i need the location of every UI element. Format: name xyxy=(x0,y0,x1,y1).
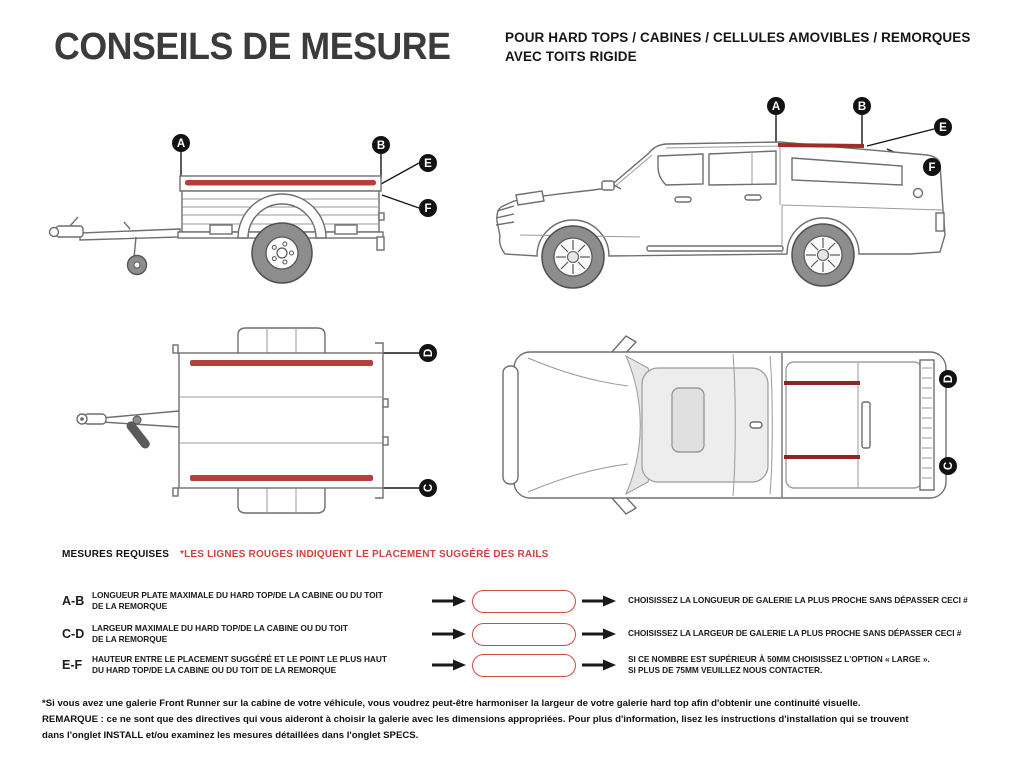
label-badge-b xyxy=(853,97,871,115)
measurement-row-ab xyxy=(62,584,1012,618)
svg-text:C: C xyxy=(423,483,435,493)
label-badge-b xyxy=(372,136,390,154)
page-subtitle xyxy=(505,28,971,66)
measurement-row-ef xyxy=(62,648,1012,682)
red-lines-note: *LES LIGNES ROUGES INDIQUENT LE PLACEMENT SUGGÉRÉ DES RAILS xyxy=(180,549,549,560)
suggested-rail-line xyxy=(190,360,373,366)
row-id: A-B xyxy=(62,594,85,608)
measurement-row-cd xyxy=(62,617,1012,651)
row-instruction: CHOISISSEZ LA LONGUEUR DE GALERIE LA PLUS PROCHE SANS DÉPASSER CECI # xyxy=(628,595,968,606)
trailer-wheel xyxy=(252,223,312,283)
svg-text:D: D xyxy=(943,374,955,384)
arrow-right-icon xyxy=(432,628,466,640)
subtitle-line1: POUR HARD TOPS / CABINES / CELLULES AMOVIBLES / REMORQUES xyxy=(505,30,971,45)
truck-front-wheel xyxy=(542,226,604,288)
suggested-rail-line xyxy=(784,381,860,385)
label-badge-e xyxy=(419,154,437,172)
footnote-line2: REMARQUE : ce ne sont que des directives qui vous aideront à choisir la galerie avec les dimensions appropriées. Pour plus d'information, lisez les instructions d'installation qui se trouvent xyxy=(42,714,909,725)
suggested-rail-line xyxy=(190,475,373,481)
trailer-top-view-diagram xyxy=(40,315,460,520)
svg-text:E: E xyxy=(424,158,432,170)
subtitle-line2: AVEC TOITS RIGIDE xyxy=(505,49,637,64)
label-badge-d xyxy=(939,370,957,388)
svg-text:B: B xyxy=(376,140,386,152)
label-badge-f xyxy=(923,158,941,176)
trailer-top-drawing xyxy=(77,328,419,513)
row-id: C-D xyxy=(62,627,85,641)
row-description: LARGEUR MAXIMALE DU HARD TOP/DE LA CABINE OU DU TOIT DE LA REMORQUE xyxy=(92,622,348,644)
row-description: LONGUEUR PLATE MAXIMALE DU HARD TOP/DE LA CABINE OU DU TOIT DE LA REMORQUE xyxy=(92,589,383,611)
label-badge-a xyxy=(172,134,190,152)
svg-text:F: F xyxy=(928,162,936,174)
svg-text:A: A xyxy=(176,138,186,150)
trailer-side-view-diagram xyxy=(40,95,470,310)
truck-top-view-diagram xyxy=(500,330,970,520)
footnote xyxy=(42,696,909,744)
trailer-side-drawing xyxy=(50,152,420,283)
truck-rear-wheel xyxy=(792,224,854,286)
svg-text:C: C xyxy=(943,461,955,471)
row-description: HAUTEUR ENTRE LE PLACEMENT SUGGÉRÉ ET LE POINT LE PLUS HAUT DU HARD TOP/DE LA CABINE OU DU TOIT DE LA REMORQUE xyxy=(92,653,387,675)
arrow-right-icon xyxy=(432,595,466,607)
arrow-right-icon xyxy=(582,628,616,640)
measurement-entry-pill xyxy=(472,654,576,677)
measurements-heading: MESURES REQUISES xyxy=(62,549,170,560)
measurement-entry-pill xyxy=(472,590,576,613)
svg-text:E: E xyxy=(939,122,947,134)
footnote-line1: *Si vous avez une galerie Front Runner sur la cabine de votre véhicule, vous voudrez peut-être harmoniser la largeur de votre galerie hard top afin d'obtenir une continuité visuelle. xyxy=(42,698,861,709)
footnote-line3: dans l'onglet INSTALL et/ou examinez les mesures détaillées dans l'onglet SPECS. xyxy=(42,730,419,741)
label-badge-c xyxy=(939,457,957,475)
row-instruction: SI CE NOMBRE EST SUPÉRIEUR À 50MM CHOISISSEZ L'OPTION « LARGE ». SI PLUS DE 75MM VEUILLEZ NOUS CONTACTER. xyxy=(628,653,930,675)
truck-side-drawing xyxy=(496,115,945,288)
svg-text:D: D xyxy=(423,348,435,358)
truck-top-drawing xyxy=(503,336,946,514)
label-badge-f xyxy=(419,199,437,217)
suggested-rail-line xyxy=(778,145,864,146)
arrow-right-icon xyxy=(582,595,616,607)
measurement-entry-pill xyxy=(472,623,576,646)
page-title: CONSEILS DE MESURE xyxy=(54,26,451,68)
svg-text:B: B xyxy=(857,101,867,113)
sunroof xyxy=(672,388,704,452)
truck-side-view-diagram xyxy=(490,85,980,300)
arrow-right-icon xyxy=(432,659,466,671)
row-id: E-F xyxy=(62,658,83,672)
svg-text:F: F xyxy=(424,203,432,215)
label-badge-d xyxy=(419,344,437,362)
suggested-rail-line xyxy=(185,180,376,186)
label-badge-a xyxy=(767,97,785,115)
svg-text:A: A xyxy=(771,101,781,113)
label-badge-e xyxy=(934,118,952,136)
suggested-rail-line xyxy=(784,455,860,459)
label-badge-c xyxy=(419,479,437,497)
row-instruction: CHOISISSEZ LA LARGEUR DE GALERIE LA PLUS PROCHE SANS DÉPASSER CECI # xyxy=(628,628,962,639)
arrow-right-icon xyxy=(582,659,616,671)
